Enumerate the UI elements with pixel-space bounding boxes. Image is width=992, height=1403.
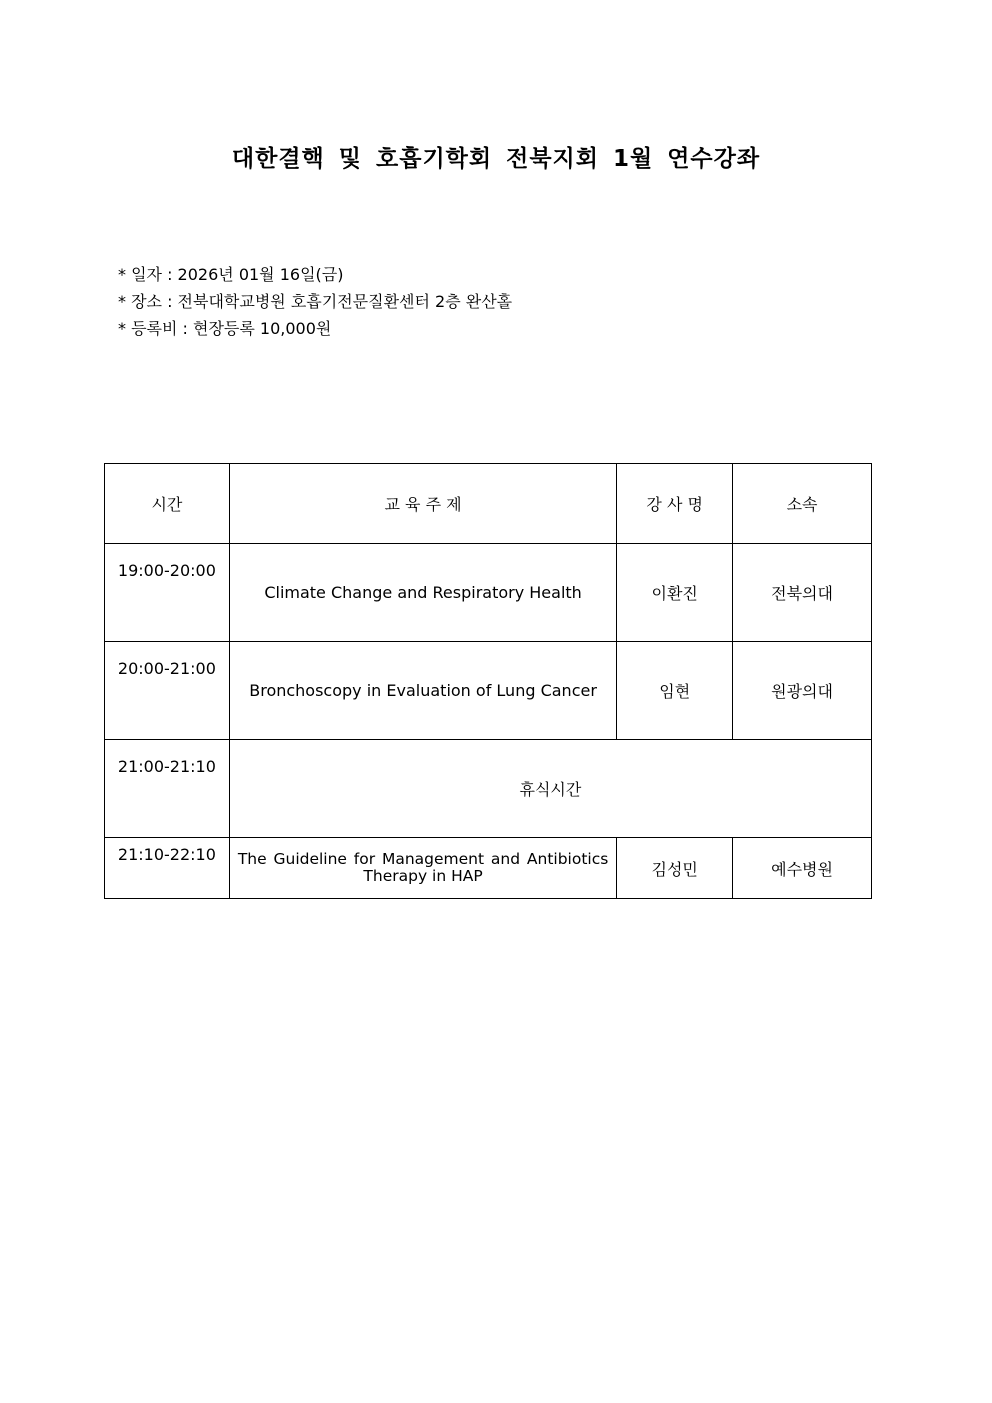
session-speaker: 이환진 bbox=[617, 544, 733, 642]
schedule-table bbox=[104, 463, 872, 899]
header-topic: 교 육 주 제 bbox=[229, 464, 617, 544]
header-affiliation: 소속 bbox=[733, 464, 872, 544]
session-time: 19:00-20:00 bbox=[105, 544, 230, 642]
table-row bbox=[105, 642, 872, 740]
session-affiliation: 예수병원 bbox=[733, 838, 872, 899]
event-info bbox=[118, 261, 512, 342]
page-title: 대한결핵 및 호흡기학회 전북지회 1월 연수강좌 bbox=[231, 146, 761, 172]
table-row-break bbox=[105, 740, 872, 838]
session-affiliation: 전북의대 bbox=[733, 544, 872, 642]
session-speaker: 임현 bbox=[617, 642, 733, 740]
session-speaker: 김성민 bbox=[617, 838, 733, 899]
event-fee: * 등록비 : 현장등록 10,000원 bbox=[118, 319, 332, 338]
header-speaker: 강 사 명 bbox=[617, 464, 733, 544]
session-topic: Climate Change and Respiratory Health bbox=[229, 544, 617, 642]
session-topic: The Guideline for Management and Antibiotics Therapy in HAP bbox=[229, 838, 617, 899]
header-time: 시간 bbox=[105, 464, 230, 544]
table-row bbox=[105, 838, 872, 899]
event-place: * 장소 : 전북대학교병원 호흡기전문질환센터 2층 완산홀 bbox=[118, 292, 513, 311]
event-date: * 일자 : 2026년 01월 16일(금) bbox=[118, 265, 344, 284]
break-label: 휴식시간 bbox=[229, 740, 871, 838]
session-time: 20:00-21:00 bbox=[105, 642, 230, 740]
table-header-row bbox=[105, 464, 872, 544]
session-time: 21:10-22:10 bbox=[105, 838, 230, 899]
session-affiliation: 원광의대 bbox=[733, 642, 872, 740]
table-row bbox=[105, 544, 872, 642]
session-time: 21:00-21:10 bbox=[105, 740, 230, 838]
session-topic: Bronchoscopy in Evaluation of Lung Cancer bbox=[229, 642, 617, 740]
